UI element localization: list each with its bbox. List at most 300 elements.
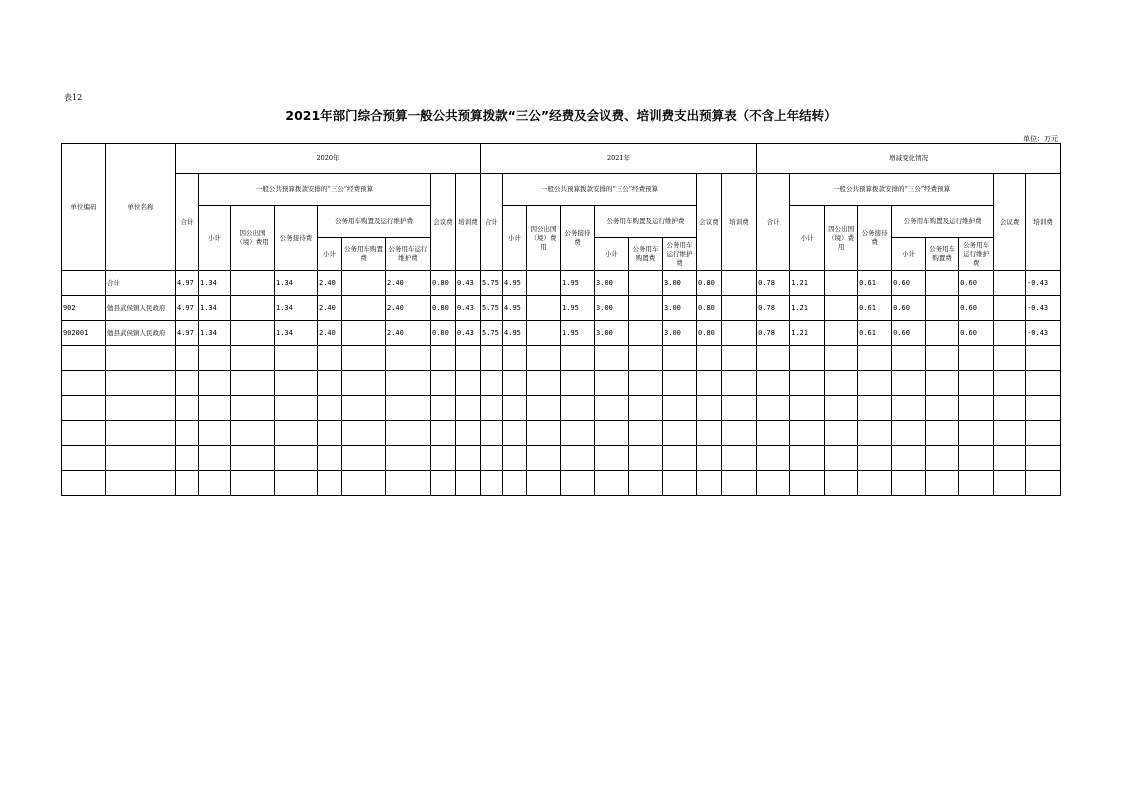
empty-cell xyxy=(456,471,481,496)
header-reception: 公务接待费 xyxy=(858,206,892,271)
empty-cell xyxy=(231,446,275,471)
header-vehicle-operation: 公务用车运行维护费 xyxy=(663,238,697,271)
cell-value xyxy=(231,296,275,321)
cell-value: 3.00 xyxy=(663,271,697,296)
cell-value xyxy=(629,321,663,346)
header-vehicle-subtotal: 小计 xyxy=(595,238,629,271)
empty-cell xyxy=(825,446,858,471)
empty-cell xyxy=(561,421,595,446)
empty-row xyxy=(62,396,1061,421)
cell-value: 0.78 xyxy=(757,296,790,321)
header-vehicle-subtotal: 小计 xyxy=(318,238,342,271)
empty-cell xyxy=(959,396,994,421)
cell-value: 0.80 xyxy=(431,321,456,346)
empty-cell xyxy=(629,421,663,446)
empty-cell xyxy=(561,346,595,371)
empty-cell xyxy=(858,471,892,496)
cell-value: 0.60 xyxy=(959,321,994,346)
cell-value: 4.97 xyxy=(176,321,199,346)
empty-cell xyxy=(825,371,858,396)
cell-unit-code: 902001 xyxy=(62,321,106,346)
cell-value: 1.34 xyxy=(199,271,231,296)
empty-cell xyxy=(1026,471,1061,496)
empty-cell xyxy=(503,346,527,371)
table-row xyxy=(62,296,1061,321)
empty-cell xyxy=(595,421,629,446)
empty-cell xyxy=(275,421,318,446)
header-sangong: 一般公共预算拨款安排的“三公”经费预算 xyxy=(790,174,994,206)
cell-value: -0.43 xyxy=(1026,296,1061,321)
cell-value: 0.61 xyxy=(858,321,892,346)
empty-cell xyxy=(629,346,663,371)
cell-value: 3.00 xyxy=(663,321,697,346)
empty-cell xyxy=(62,446,106,471)
empty-cell xyxy=(527,346,561,371)
cell-value xyxy=(629,296,663,321)
empty-cell xyxy=(481,346,503,371)
empty-cell xyxy=(790,421,825,446)
cell-value: 0.43 xyxy=(456,321,481,346)
unit-label: 单位：万元 xyxy=(1023,135,1058,143)
cell-value xyxy=(231,271,275,296)
empty-cell xyxy=(994,396,1026,421)
empty-cell xyxy=(959,446,994,471)
empty-cell xyxy=(456,371,481,396)
empty-cell xyxy=(595,446,629,471)
table-row xyxy=(62,271,1061,296)
empty-cell xyxy=(481,471,503,496)
empty-cell xyxy=(858,346,892,371)
header-total: 合计 xyxy=(757,174,790,271)
header-total: 合计 xyxy=(481,174,503,271)
empty-cell xyxy=(663,396,697,421)
empty-cell xyxy=(595,471,629,496)
cell-value: 3.00 xyxy=(595,296,629,321)
cell-value xyxy=(994,296,1026,321)
header-subtotal: 小计 xyxy=(503,206,527,271)
header-abroad: 因公出国（境）费用 xyxy=(825,206,858,271)
empty-cell xyxy=(106,446,176,471)
empty-cell xyxy=(199,446,231,471)
empty-cell xyxy=(790,396,825,421)
empty-cell xyxy=(527,421,561,446)
empty-cell xyxy=(595,371,629,396)
empty-cell xyxy=(527,471,561,496)
empty-cell xyxy=(1026,421,1061,446)
empty-cell xyxy=(318,371,342,396)
empty-cell xyxy=(342,446,386,471)
empty-cell xyxy=(561,446,595,471)
cell-value: 1.34 xyxy=(275,321,318,346)
cell-value: 1.34 xyxy=(199,296,231,321)
empty-cell xyxy=(318,396,342,421)
empty-cell xyxy=(176,471,199,496)
cell-unit-code: 902 xyxy=(62,296,106,321)
cell-value: 2.40 xyxy=(386,271,431,296)
empty-cell xyxy=(527,396,561,421)
empty-cell xyxy=(199,471,231,496)
empty-cell xyxy=(231,371,275,396)
cell-unit-code xyxy=(62,271,106,296)
cell-value: 0.60 xyxy=(892,321,926,346)
cell-value xyxy=(926,271,959,296)
cell-value: 3.00 xyxy=(663,296,697,321)
header-unit-name: 单位名称 xyxy=(106,144,176,271)
empty-cell xyxy=(275,396,318,421)
empty-cell xyxy=(503,471,527,496)
empty-cell xyxy=(892,371,926,396)
header-training: 培训费 xyxy=(1026,174,1061,271)
empty-cell xyxy=(926,371,959,396)
empty-cell xyxy=(722,471,757,496)
page-title: 2021年部门综合预算一般公共预算拨款“三公”经费及会议费、培训费支出预算表（不含上年结转） xyxy=(285,108,837,123)
empty-cell xyxy=(62,396,106,421)
empty-cell xyxy=(926,346,959,371)
empty-cell xyxy=(503,421,527,446)
cell-value: 3.00 xyxy=(595,271,629,296)
empty-cell xyxy=(926,471,959,496)
header-meeting: 会议费 xyxy=(994,174,1026,271)
empty-cell xyxy=(431,471,456,496)
empty-cell xyxy=(994,371,1026,396)
empty-cell xyxy=(629,446,663,471)
header-meeting: 会议费 xyxy=(697,174,722,271)
header-unit-code: 单位编码 xyxy=(62,144,106,271)
cell-value: 1.95 xyxy=(561,271,595,296)
empty-cell xyxy=(697,471,722,496)
budget-table xyxy=(61,143,1061,496)
cell-value: 0.61 xyxy=(858,271,892,296)
empty-cell xyxy=(926,396,959,421)
empty-cell xyxy=(757,471,790,496)
empty-cell xyxy=(176,421,199,446)
empty-cell xyxy=(663,371,697,396)
header-reception: 公务接待费 xyxy=(561,206,595,271)
empty-cell xyxy=(926,446,959,471)
header-sangong: 一般公共预算拨款安排的“三公”经费预算 xyxy=(503,174,697,206)
empty-cell xyxy=(663,421,697,446)
empty-cell xyxy=(342,471,386,496)
cell-value: 2.40 xyxy=(318,296,342,321)
cell-value: 1.21 xyxy=(790,271,825,296)
empty-cell xyxy=(62,421,106,446)
empty-cell xyxy=(595,346,629,371)
empty-cell xyxy=(697,421,722,446)
empty-cell xyxy=(386,446,431,471)
empty-cell xyxy=(722,421,757,446)
cell-value: 2.40 xyxy=(318,321,342,346)
empty-cell xyxy=(858,371,892,396)
header-reception: 公务接待费 xyxy=(275,206,318,271)
empty-cell xyxy=(231,471,275,496)
empty-cell xyxy=(825,346,858,371)
empty-cell xyxy=(697,371,722,396)
empty-cell xyxy=(342,371,386,396)
empty-cell xyxy=(481,396,503,421)
cell-value xyxy=(722,271,757,296)
empty-cell xyxy=(994,471,1026,496)
empty-cell xyxy=(595,396,629,421)
empty-cell xyxy=(176,371,199,396)
cell-value xyxy=(342,271,386,296)
empty-cell xyxy=(892,471,926,496)
header-training: 培训费 xyxy=(456,174,481,271)
cell-value: 0.78 xyxy=(757,271,790,296)
cell-value xyxy=(527,296,561,321)
cell-value: 0.43 xyxy=(456,296,481,321)
table-row xyxy=(62,321,1061,346)
cell-value xyxy=(926,296,959,321)
empty-cell xyxy=(342,421,386,446)
header-vehicle-purchase: 公务用车购置费 xyxy=(926,238,959,271)
empty-cell xyxy=(757,371,790,396)
empty-cell xyxy=(561,396,595,421)
cell-value: 1.21 xyxy=(790,321,825,346)
header-meeting: 会议费 xyxy=(431,174,456,271)
cell-value: -0.43 xyxy=(1026,271,1061,296)
cell-value: 1.34 xyxy=(275,271,318,296)
empty-cell xyxy=(722,446,757,471)
empty-cell xyxy=(527,371,561,396)
cell-value: 2.40 xyxy=(318,271,342,296)
empty-cell xyxy=(994,421,1026,446)
cell-value xyxy=(994,321,1026,346)
empty-cell xyxy=(62,346,106,371)
empty-row xyxy=(62,371,1061,396)
cell-value xyxy=(527,321,561,346)
header-training: 培训费 xyxy=(722,174,757,271)
empty-cell xyxy=(629,471,663,496)
empty-cell xyxy=(62,371,106,396)
header-abroad: 因公出国（境）费用 xyxy=(527,206,561,271)
cell-value: 5.75 xyxy=(481,296,503,321)
empty-cell xyxy=(386,471,431,496)
cell-value: 1.34 xyxy=(199,321,231,346)
header-total: 合计 xyxy=(176,174,199,271)
empty-cell xyxy=(926,421,959,446)
empty-row xyxy=(62,421,1061,446)
cell-value: -0.43 xyxy=(1026,321,1061,346)
header-change: 增减变化情况 xyxy=(757,144,1061,174)
empty-cell xyxy=(825,421,858,446)
empty-cell xyxy=(697,346,722,371)
cell-value xyxy=(994,271,1026,296)
empty-cell xyxy=(386,396,431,421)
header-vehicle: 公务用车购置及运行维护费 xyxy=(892,206,994,238)
cell-value: 0.78 xyxy=(757,321,790,346)
empty-cell xyxy=(199,421,231,446)
empty-cell xyxy=(456,446,481,471)
empty-cell xyxy=(858,446,892,471)
cell-value xyxy=(342,296,386,321)
empty-cell xyxy=(456,396,481,421)
empty-cell xyxy=(199,396,231,421)
empty-cell xyxy=(561,371,595,396)
empty-cell xyxy=(106,371,176,396)
cell-value xyxy=(825,296,858,321)
empty-cell xyxy=(697,396,722,421)
empty-cell xyxy=(757,396,790,421)
empty-cell xyxy=(275,371,318,396)
cell-unit-name: 合计 xyxy=(106,271,176,296)
cell-value: 1.95 xyxy=(561,296,595,321)
cell-value xyxy=(527,271,561,296)
empty-cell xyxy=(959,346,994,371)
empty-cell xyxy=(959,471,994,496)
empty-cell xyxy=(431,371,456,396)
empty-cell xyxy=(456,421,481,446)
cell-value: 0.80 xyxy=(697,271,722,296)
cell-value: 0.80 xyxy=(697,321,722,346)
empty-cell xyxy=(722,396,757,421)
header-vehicle-subtotal: 小计 xyxy=(892,238,926,271)
cell-value: 5.75 xyxy=(481,321,503,346)
empty-cell xyxy=(275,346,318,371)
header-subtotal: 小计 xyxy=(199,206,231,271)
empty-row xyxy=(62,471,1061,496)
empty-cell xyxy=(629,371,663,396)
empty-cell xyxy=(318,446,342,471)
empty-cell xyxy=(386,371,431,396)
empty-cell xyxy=(231,421,275,446)
header-abroad: 因公出国（境）费用 xyxy=(231,206,275,271)
empty-cell xyxy=(1026,346,1061,371)
cell-value: 1.95 xyxy=(561,321,595,346)
cell-value: 0.60 xyxy=(892,271,926,296)
cell-value: 4.97 xyxy=(176,271,199,296)
empty-cell xyxy=(959,421,994,446)
empty-cell xyxy=(106,346,176,371)
header-vehicle: 公务用车购置及运行维护费 xyxy=(595,206,697,238)
empty-cell xyxy=(431,346,456,371)
empty-cell xyxy=(892,346,926,371)
cell-value: 0.43 xyxy=(456,271,481,296)
empty-cell xyxy=(561,471,595,496)
empty-cell xyxy=(481,446,503,471)
cell-value: 0.60 xyxy=(959,271,994,296)
empty-cell xyxy=(275,471,318,496)
empty-cell xyxy=(176,396,199,421)
empty-cell xyxy=(663,471,697,496)
cell-unit-name: 勉县武侯镇人民政府 xyxy=(106,321,176,346)
empty-cell xyxy=(825,396,858,421)
cell-value: 4.95 xyxy=(503,321,527,346)
empty-cell xyxy=(342,396,386,421)
header-year-2020: 2020年 xyxy=(176,144,481,174)
cell-value xyxy=(825,271,858,296)
cell-value: 2.40 xyxy=(386,296,431,321)
empty-cell xyxy=(790,471,825,496)
cell-value: 4.95 xyxy=(503,296,527,321)
empty-cell xyxy=(629,396,663,421)
header-year-2021: 2021年 xyxy=(481,144,757,174)
empty-cell xyxy=(481,371,503,396)
empty-cell xyxy=(790,346,825,371)
cell-value xyxy=(231,321,275,346)
empty-cell xyxy=(318,421,342,446)
empty-cell xyxy=(106,421,176,446)
empty-cell xyxy=(790,446,825,471)
cell-value: 0.61 xyxy=(858,296,892,321)
cell-value xyxy=(722,296,757,321)
empty-cell xyxy=(1026,396,1061,421)
empty-cell xyxy=(858,421,892,446)
empty-cell xyxy=(106,471,176,496)
cell-value xyxy=(722,321,757,346)
empty-cell xyxy=(176,446,199,471)
empty-cell xyxy=(663,446,697,471)
empty-cell xyxy=(318,471,342,496)
cell-value xyxy=(342,321,386,346)
empty-cell xyxy=(456,346,481,371)
empty-cell xyxy=(481,421,503,446)
cell-value: 4.97 xyxy=(176,296,199,321)
empty-cell xyxy=(858,396,892,421)
empty-cell xyxy=(503,446,527,471)
header-vehicle-purchase: 公务用车购置费 xyxy=(342,238,386,271)
empty-cell xyxy=(386,421,431,446)
empty-cell xyxy=(275,446,318,471)
empty-cell xyxy=(892,446,926,471)
empty-cell xyxy=(722,371,757,396)
cell-value: 4.95 xyxy=(503,271,527,296)
empty-cell xyxy=(994,346,1026,371)
cell-value: 1.34 xyxy=(275,296,318,321)
empty-cell xyxy=(231,396,275,421)
empty-cell xyxy=(503,371,527,396)
empty-cell xyxy=(757,421,790,446)
empty-cell xyxy=(663,346,697,371)
empty-row xyxy=(62,446,1061,471)
empty-cell xyxy=(342,346,386,371)
empty-cell xyxy=(431,421,456,446)
header-sangong: 一般公共预算拨款安排的“三公”经费预算 xyxy=(199,174,431,206)
table-body xyxy=(62,271,1061,496)
empty-cell xyxy=(176,346,199,371)
empty-row xyxy=(62,346,1061,371)
empty-cell xyxy=(527,446,561,471)
cell-value: 1.21 xyxy=(790,296,825,321)
empty-cell xyxy=(199,371,231,396)
header-subtotal: 小计 xyxy=(790,206,825,271)
empty-cell xyxy=(892,421,926,446)
cell-value: 0.60 xyxy=(892,296,926,321)
empty-cell xyxy=(386,346,431,371)
empty-cell xyxy=(62,471,106,496)
cell-value: 0.80 xyxy=(431,296,456,321)
cell-value: 0.80 xyxy=(431,271,456,296)
header-vehicle-operation: 公务用车运行维护费 xyxy=(386,238,431,271)
empty-cell xyxy=(757,346,790,371)
empty-cell xyxy=(790,371,825,396)
cell-value: 5.75 xyxy=(481,271,503,296)
empty-cell xyxy=(1026,446,1061,471)
cell-unit-name: 勉县武侯镇人民政府 xyxy=(106,296,176,321)
empty-cell xyxy=(231,346,275,371)
cell-value: 0.80 xyxy=(697,296,722,321)
cell-value: 0.60 xyxy=(959,296,994,321)
cell-value xyxy=(926,321,959,346)
empty-cell xyxy=(318,346,342,371)
cell-value xyxy=(629,271,663,296)
empty-cell xyxy=(757,446,790,471)
empty-cell xyxy=(994,446,1026,471)
empty-cell xyxy=(431,396,456,421)
empty-cell xyxy=(959,371,994,396)
empty-cell xyxy=(722,346,757,371)
table-number: 表12 xyxy=(64,93,83,102)
empty-cell xyxy=(199,346,231,371)
